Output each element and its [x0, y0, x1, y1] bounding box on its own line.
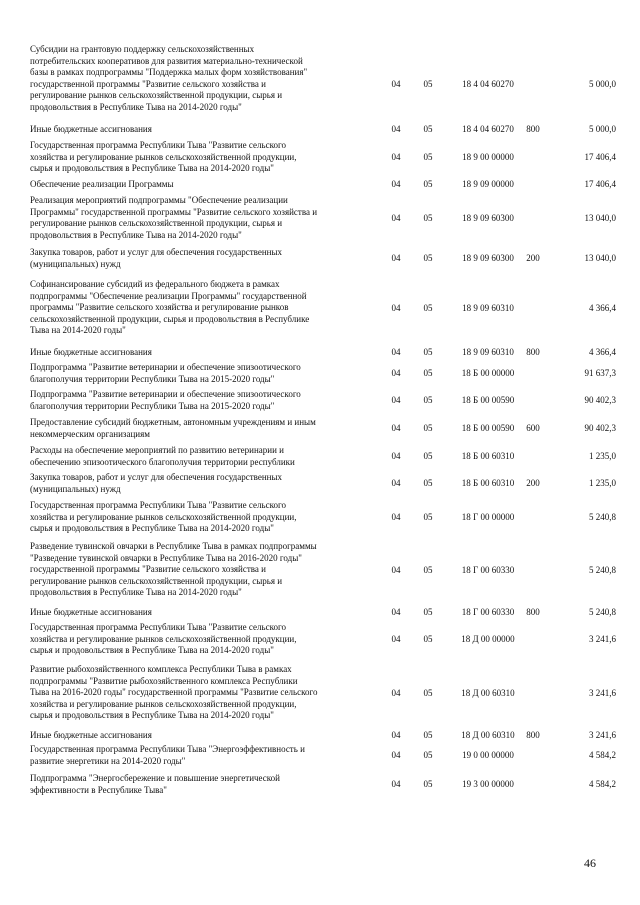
amount: 91 637,3	[584, 368, 616, 378]
subsection-code: 05	[423, 368, 433, 378]
section-code: 04	[391, 688, 401, 698]
target-article-code: 18 9 09 00000	[462, 179, 514, 189]
expense-type-code: 200	[526, 478, 540, 488]
amount: 17 406,4	[584, 152, 616, 162]
amount: 1 235,0	[589, 451, 616, 461]
target-article-code: 18 Г 00 60330	[461, 565, 515, 575]
target-article-code: 18 9 09 60300	[462, 253, 514, 263]
expense-type-code: 200	[526, 253, 540, 263]
section-code: 04	[391, 750, 401, 760]
target-article-code: 18 Д 00 60310	[461, 730, 515, 740]
amount: 4 366,4	[589, 303, 616, 313]
subsection-code: 05	[423, 607, 433, 617]
target-article-code: 18 Б 00 60310	[461, 451, 515, 461]
row-description: Развитие рыбохозяйственного комплекса Республики Тыва в рамках подпрограммы "Развитие рыбохозяйственного комплекса Республики Тыва на 2016-2020 годы" государственной программы "Развитие сельского хозяйства и регулирование рынков сельскохозяйственной продукции, сырья и продовольствия в Республике Тыва на 2014-2020 годы"	[30, 664, 318, 721]
amount: 17 406,4	[584, 179, 616, 189]
section-code: 04	[391, 79, 401, 89]
row-description: Иные бюджетные ассигнования	[30, 124, 152, 134]
amount: 90 402,3	[584, 395, 616, 405]
row-description: Расходы на обеспечение мероприятий по развитию ветеринарии и обеспечению эпизоотического благополучия территории республики	[30, 445, 295, 467]
amount: 3 241,6	[589, 730, 616, 740]
section-code: 04	[391, 779, 401, 789]
section-code: 04	[391, 730, 401, 740]
expense-type-code: 600	[526, 423, 540, 433]
row-description: Предоставление субсидий бюджетным, автономным учреждениям и иным некоммерческим организациям	[30, 417, 316, 439]
target-article-code: 19 3 00 00000	[462, 779, 514, 789]
row-description: Подпрограмма "Развитие ветеринарии и обеспечение эпизоотического благополучия территории Республики Тыва на 2015-2020 годы"	[30, 389, 301, 411]
amount: 90 402,3	[584, 423, 616, 433]
target-article-code: 18 Д 00 00000	[461, 634, 515, 644]
row-description: Подпрограмма "Развитие ветеринарии и обеспечение эпизоотического благополучия территории Республики Тыва на 2015-2020 годы"	[30, 362, 301, 384]
section-code: 04	[391, 303, 401, 313]
row-description: Государственная программа Республики Тыва "Развитие сельского хозяйства и регулирование рынков сельскохозяйственной продукции, сырья и продовольствия в Республике Тыва на 2014-2020 годы"	[30, 622, 297, 656]
section-code: 04	[391, 565, 401, 575]
subsection-code: 05	[423, 79, 433, 89]
row-description: Субсидии на грантовую поддержку сельскохозяйственных потребительских кооперативов для развития материально-технической базы в рамках подпрограммы "Поддержка малых форм хозяйствования" государственной программы "Развитие сельского хозяйства и регулирование рынков сельскохозяйственной продукции, сырья и продовольствия в Республике Тыва на 2014-2020 годы"	[30, 44, 308, 112]
amount: 3 241,6	[589, 688, 616, 698]
section-code: 04	[391, 512, 401, 522]
row-description: Государственная программа Республики Тыва "Развитие сельского хозяйства и регулирование рынков сельскохозяйственной продукции, сырья и продовольствия в Республике Тыва на 2014-2020 годы"	[30, 500, 297, 534]
section-code: 04	[391, 213, 401, 223]
section-code: 04	[391, 253, 401, 263]
row-description: Обеспечение реализации Программы	[30, 179, 174, 189]
row-description: Государственная программа Республики Тыва "Развитие сельского хозяйства и регулирование рынков сельскохозяйственной продукции, сырья и продовольствия в Республике Тыва на 2014-2020 годы"	[30, 140, 297, 174]
target-article-code: 18 Г 00 00000	[461, 512, 515, 522]
section-code: 04	[391, 451, 401, 461]
subsection-code: 05	[423, 750, 433, 760]
subsection-code: 05	[423, 179, 433, 189]
expense-type-code: 800	[526, 730, 540, 740]
subsection-code: 05	[423, 303, 433, 313]
section-code: 04	[391, 179, 401, 189]
amount: 5 000,0	[589, 124, 616, 134]
section-code: 04	[391, 423, 401, 433]
amount: 5 240,8	[589, 607, 616, 617]
subsection-code: 05	[423, 347, 433, 357]
subsection-code: 05	[423, 152, 433, 162]
subsection-code: 05	[423, 451, 433, 461]
amount: 4 584,2	[589, 750, 616, 760]
row-description: Софинансирование субсидий из федерального бюджета в рамках подпрограммы "Обеспечение реализации Программы" государственной программы "Развитие сельского хозяйства и регулирование рынков сельскохозяйственной продукции, сырья и продовольствия в Республике Тыва на 2014-2020 годы"	[30, 279, 310, 336]
target-article-code: 19 0 00 00000	[462, 750, 514, 760]
target-article-code: 18 9 09 60310	[462, 347, 514, 357]
amount: 4 366,4	[589, 347, 616, 357]
section-code: 04	[391, 124, 401, 134]
target-article-code: 18 4 04 60270	[462, 124, 514, 134]
section-code: 04	[391, 347, 401, 357]
target-article-code: 18 Б 00 00590	[461, 395, 515, 405]
subsection-code: 05	[423, 253, 433, 263]
amount: 13 040,0	[584, 213, 616, 223]
subsection-code: 05	[423, 124, 433, 134]
target-article-code: 18 9 09 60300	[462, 213, 514, 223]
target-article-code: 18 9 00 00000	[462, 152, 514, 162]
amount: 4 584,2	[589, 779, 616, 789]
target-article-code: 18 Д 00 60310	[461, 688, 515, 698]
target-article-code: 18 Б 00 00590	[461, 423, 515, 433]
section-code: 04	[391, 395, 401, 405]
page-number: 46	[584, 856, 596, 870]
row-description: Разведение тувинской овчарки в Республике Тыва в рамках подпрограммы "Разведение тувинской овчарки в Республике Тыва на 2016-2020 годы" государственной программы "Развитие сельского хозяйства и регулирование рынков сельскохозяйственной продукции, сырья и продовольствия в Республике Тыва на 2014-2020 годы"	[30, 541, 317, 598]
subsection-code: 05	[423, 395, 433, 405]
row-description: Закупка товаров, работ и услуг для обеспечения государственных (муниципальных) нужд	[30, 247, 283, 269]
row-description: Иные бюджетные ассигнования	[30, 730, 152, 740]
amount: 3 241,6	[589, 634, 616, 644]
row-description: Реализация мероприятий подпрограммы "Обеспечение реализации Программы" государственной программы "Развитие сельского хозяйства и регулирование рынков сельскохозяйственной продукции, сырья и продовольствия в Республике Тыва на 2014-2020 годы"	[30, 195, 318, 240]
row-description: Иные бюджетные ассигнования	[30, 607, 152, 617]
amount: 5 000,0	[589, 79, 616, 89]
amount: 13 040,0	[584, 253, 616, 263]
expense-type-code: 800	[526, 124, 540, 134]
section-code: 04	[391, 607, 401, 617]
subsection-code: 05	[423, 565, 433, 575]
expense-type-code: 800	[526, 347, 540, 357]
section-code: 04	[391, 152, 401, 162]
subsection-code: 05	[423, 779, 433, 789]
row-description: Иные бюджетные ассигнования	[30, 347, 152, 357]
row-description: Государственная программа Республики Тыва "Энергоэффективность и развитие энергетики на 2014-2020 годы"	[30, 744, 305, 766]
amount: 5 240,8	[589, 565, 616, 575]
subsection-code: 05	[423, 634, 433, 644]
target-article-code: 18 Г 00 60330	[461, 607, 515, 617]
section-code: 04	[391, 478, 401, 488]
section-code: 04	[391, 368, 401, 378]
target-article-code: 18 9 09 60310	[462, 303, 514, 313]
target-article-code: 18 4 04 60270	[462, 79, 514, 89]
subsection-code: 05	[423, 730, 433, 740]
subsection-code: 05	[423, 213, 433, 223]
amount: 1 235,0	[589, 478, 616, 488]
expense-type-code: 800	[526, 607, 540, 617]
subsection-code: 05	[423, 423, 433, 433]
row-description: Закупка товаров, работ и услуг для обеспечения государственных (муниципальных) нужд	[30, 472, 283, 494]
subsection-code: 05	[423, 688, 433, 698]
section-code: 04	[391, 634, 401, 644]
subsection-code: 05	[423, 512, 433, 522]
subsection-code: 05	[423, 478, 433, 488]
target-article-code: 18 Б 00 60310	[461, 478, 515, 488]
amount: 5 240,8	[589, 512, 616, 522]
target-article-code: 18 Б 00 00000	[461, 368, 515, 378]
row-description: Подпрограмма "Энергосбережение и повышение энергетической эффективности в Республике Тыва"	[30, 773, 280, 795]
